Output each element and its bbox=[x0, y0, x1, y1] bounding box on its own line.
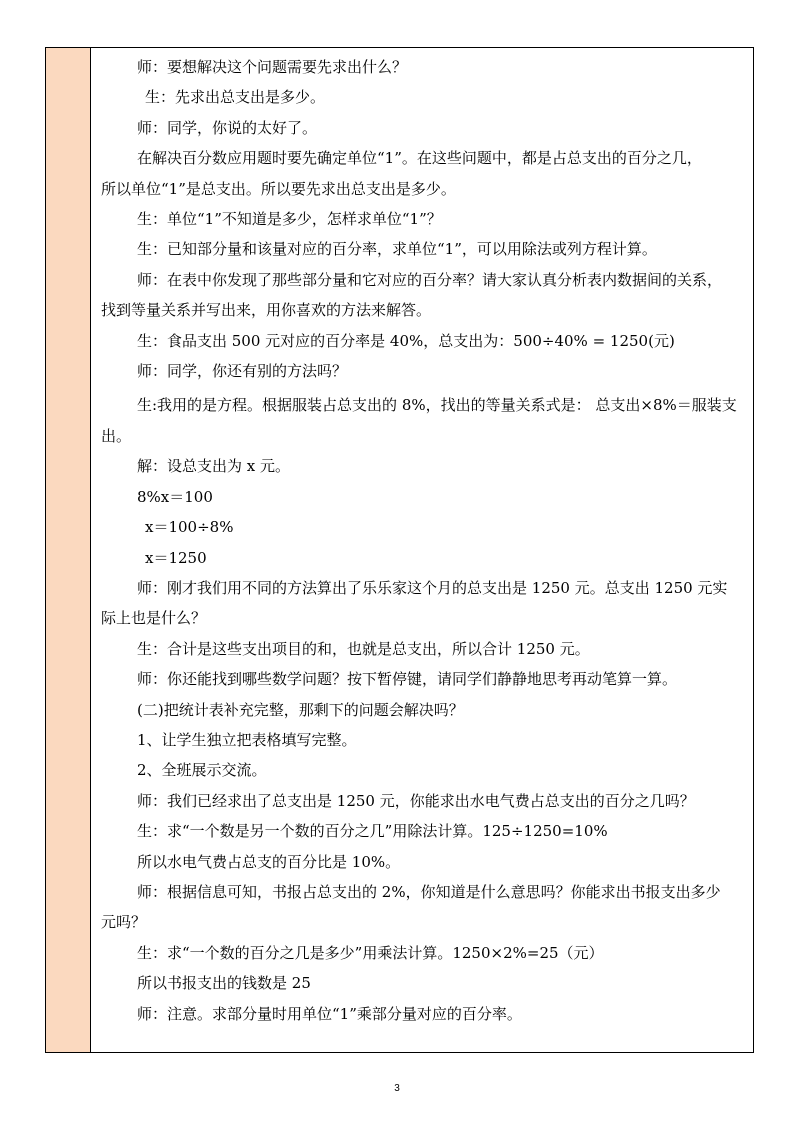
text-line: 生：食品支出 500 元对应的百分率是 40%，总支出为：500÷40% = 1250(元) bbox=[137, 331, 675, 350]
text-line: 师：同学，你还有别的方法吗？ bbox=[137, 362, 348, 381]
text-line: 在解决百分数应用题时要先确定单位“1”。在这些问题中，都是占总支出的百分之几， bbox=[137, 149, 702, 168]
text-line: 2、全班展示交流。 bbox=[137, 761, 267, 780]
text-line: 生：合计是这些支出项目的和，也就是总支出，所以合计 1250 元。 bbox=[137, 639, 590, 658]
text-line: 生：先求出总支出是多少。 bbox=[145, 88, 326, 107]
text-line: 际上也是什么？ bbox=[101, 609, 207, 628]
text-line: 师：你还能找到哪些数学问题？按下暂停键，请同学们静静地思考再动笔算一算。 bbox=[137, 670, 678, 689]
text-line: 生：求“一个数的百分之几是多少”用乘法计算。1250×2%=25（元） bbox=[137, 943, 604, 962]
text-line: 找到等量关系并写出来，用你喜欢的方法来解答。 bbox=[101, 301, 432, 320]
text-line: 师：要想解决这个问题需要先求出什么？ bbox=[137, 58, 408, 76]
side-column bbox=[46, 48, 91, 1052]
text-line: x＝100÷8% bbox=[145, 518, 234, 537]
text-line: 师：注意。求部分量时用单位“1”乘部分量对应的百分率。 bbox=[137, 1004, 522, 1023]
text-line: 师：刚才我们用不同的方法算出了乐乐家这个月的总支出是 1250 元。总支出 1250 元实 bbox=[137, 578, 728, 597]
text-line: (二)把统计表补充完整，那剩下的问题会解决吗？ bbox=[137, 700, 464, 719]
text-line: 元吗？ bbox=[101, 913, 147, 932]
text-line: 生：求“一个数是另一个数的百分之几”用除法计算。125÷1250=10% bbox=[137, 822, 608, 841]
text-line: 所以单位“1”是总支出。所以要先求出总支出是多少。 bbox=[101, 179, 456, 198]
text-line: 师：同学，你说的太好了。 bbox=[137, 118, 318, 137]
text-line: 生：单位“1”不知道是多少，怎样求单位“1”？ bbox=[137, 210, 442, 229]
page-number: 3 bbox=[394, 1083, 400, 1094]
text-line: x＝1250 bbox=[145, 548, 207, 567]
text-line: 所以书报支出的钱数是 25 bbox=[137, 974, 311, 993]
text-line: 所以水电气费占总支的百分比是 10%。 bbox=[137, 852, 401, 871]
text-line: 出。 bbox=[101, 426, 132, 445]
text-line: 师：我们已经求出了总支出是 1250 元，你能求出水电气费占总支出的百分之几吗？ bbox=[137, 791, 695, 810]
text-line: 生:我用的是方程。根据服装占总支出的 8%，找出的等量关系式是： 总支出×8%＝服装支 bbox=[137, 396, 737, 415]
text-line: 解：设总支出为 x 元。 bbox=[137, 457, 290, 476]
text-line: 1、让学生独立把表格填写完整。 bbox=[137, 730, 357, 749]
lesson-content bbox=[91, 48, 753, 1052]
text-line: 师：根据信息可知，书报占总支出的 2%，你知道是什么意思吗？你能求出书报支出多少 bbox=[137, 882, 721, 901]
text-line: 师：在表中你发现了那些部分量和它对应的百分率？请大家认真分析表内数据间的关系， bbox=[137, 270, 723, 289]
lesson-table bbox=[45, 47, 754, 1053]
text-line: 生：已知部分量和该量对应的百分率，求单位“1”，可以用除法或列方程计算。 bbox=[137, 240, 657, 259]
text-line: 8%x＝100 bbox=[137, 487, 213, 506]
